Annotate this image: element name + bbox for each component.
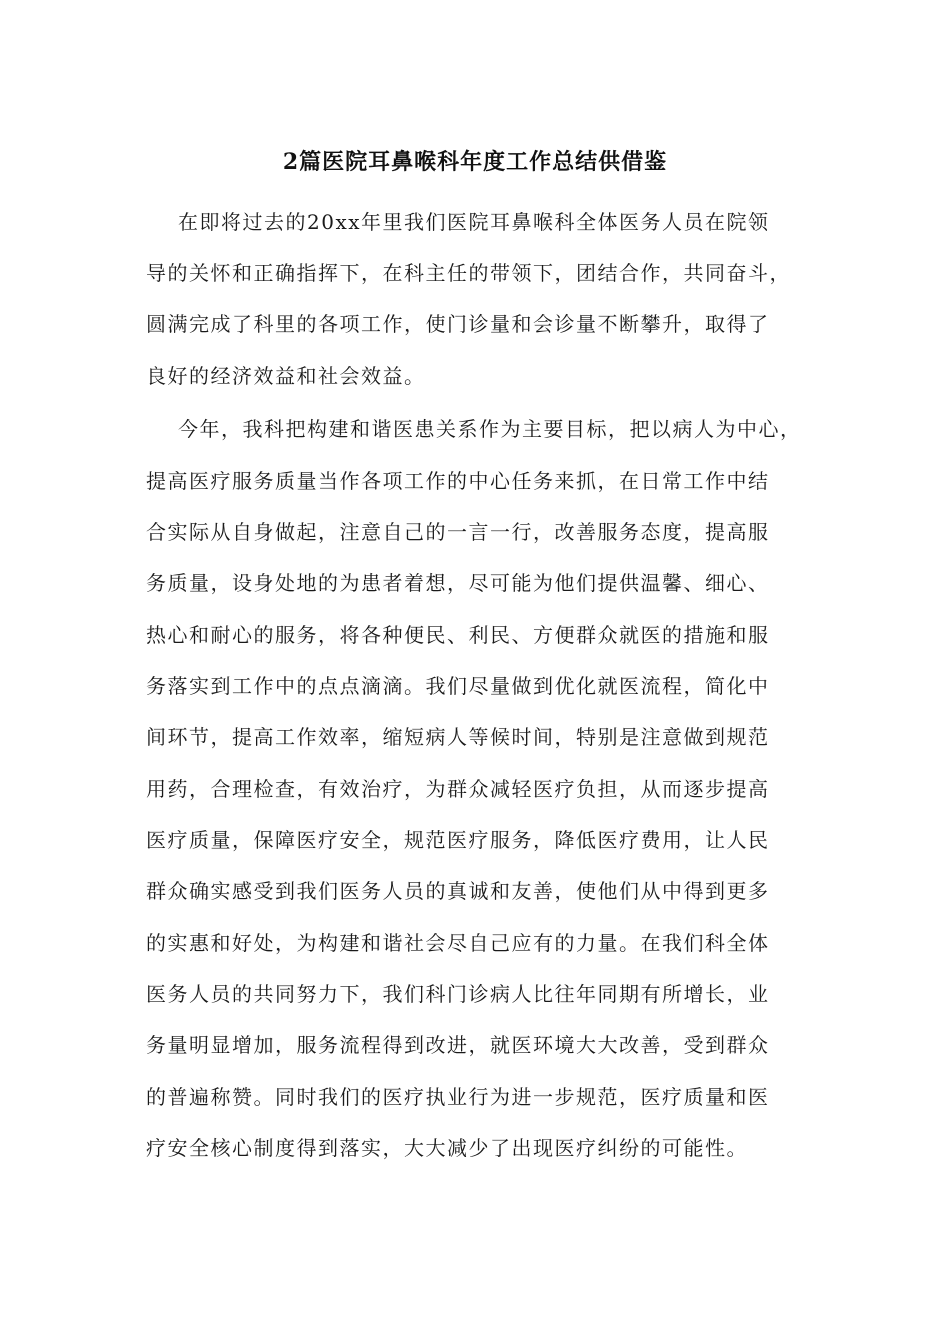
paragraph-2-line: 今年，我科把构建和谐医患关系作为主要目标，把以病人为中心， [178, 417, 802, 441]
paragraph-2-line: 务落实到工作中的点点滴滴。我们尽量做到优化就医流程，简化中 [146, 674, 770, 698]
paragraph-2-line: 间环节，提高工作效率，缩短病人等候时间，特别是注意做到规范 [146, 725, 770, 749]
paragraph-2-line: 医务人员的共同努力下，我们科门诊病人比往年同期有所增长，业 [146, 982, 770, 1006]
paragraph-2-line: 务质量，设身处地的为患者着想，尽可能为他们提供温馨、细心、 [146, 571, 770, 595]
paragraph-2-line: 疗安全核心制度得到落实，大大减少了出现医疗纠纷的可能性。 [146, 1136, 748, 1160]
paragraph-1-line: 良好的经济效益和社会效益。 [146, 364, 426, 388]
paragraph-2-line: 的普遍称赞。同时我们的医疗执业行为进一步规范，医疗质量和医 [146, 1085, 770, 1109]
paragraph-2-line: 用药，合理检查，有效治疗，为群众减轻医疗负担，从而逐步提高 [146, 777, 770, 801]
paragraph-1-line: 导的关怀和正确指挥下，在科主任的带领下，团结合作，共同奋斗， [146, 261, 791, 285]
paragraph-2-line: 医疗质量，保障医疗安全，规范医疗服务，降低医疗费用，让人民 [146, 828, 770, 852]
paragraph-2-line: 务量明显增加，服务流程得到改进，就医环境大大改善，受到群众 [146, 1033, 770, 1057]
paragraph-1-line: 在即将过去的20xx年里我们医院耳鼻喉科全体医务人员在院领 [178, 210, 770, 234]
paragraph-2-line: 群众确实感受到我们医务人员的真诚和友善，使他们从中得到更多 [146, 879, 770, 903]
paragraph-2-line: 热心和耐心的服务，将各种便民、利民、方便群众就医的措施和服 [146, 623, 770, 647]
paragraph-2-line: 合实际从自身做起，注意自己的一言一行，改善服务态度，提高服 [146, 520, 770, 544]
paragraph-1-line: 圆满完成了科里的各项工作，使门诊量和会诊量不断攀升，取得了 [146, 312, 770, 336]
paragraph-2-line: 的实惠和好处，为构建和谐社会尽自己应有的力量。在我们科全体 [146, 931, 770, 955]
document-title: 2篇医院耳鼻喉科年度工作总结供借鉴 [282, 149, 668, 175]
paragraph-2-line: 提高医疗服务质量当作各项工作的中心任务来抓，在日常工作中结 [146, 469, 770, 493]
